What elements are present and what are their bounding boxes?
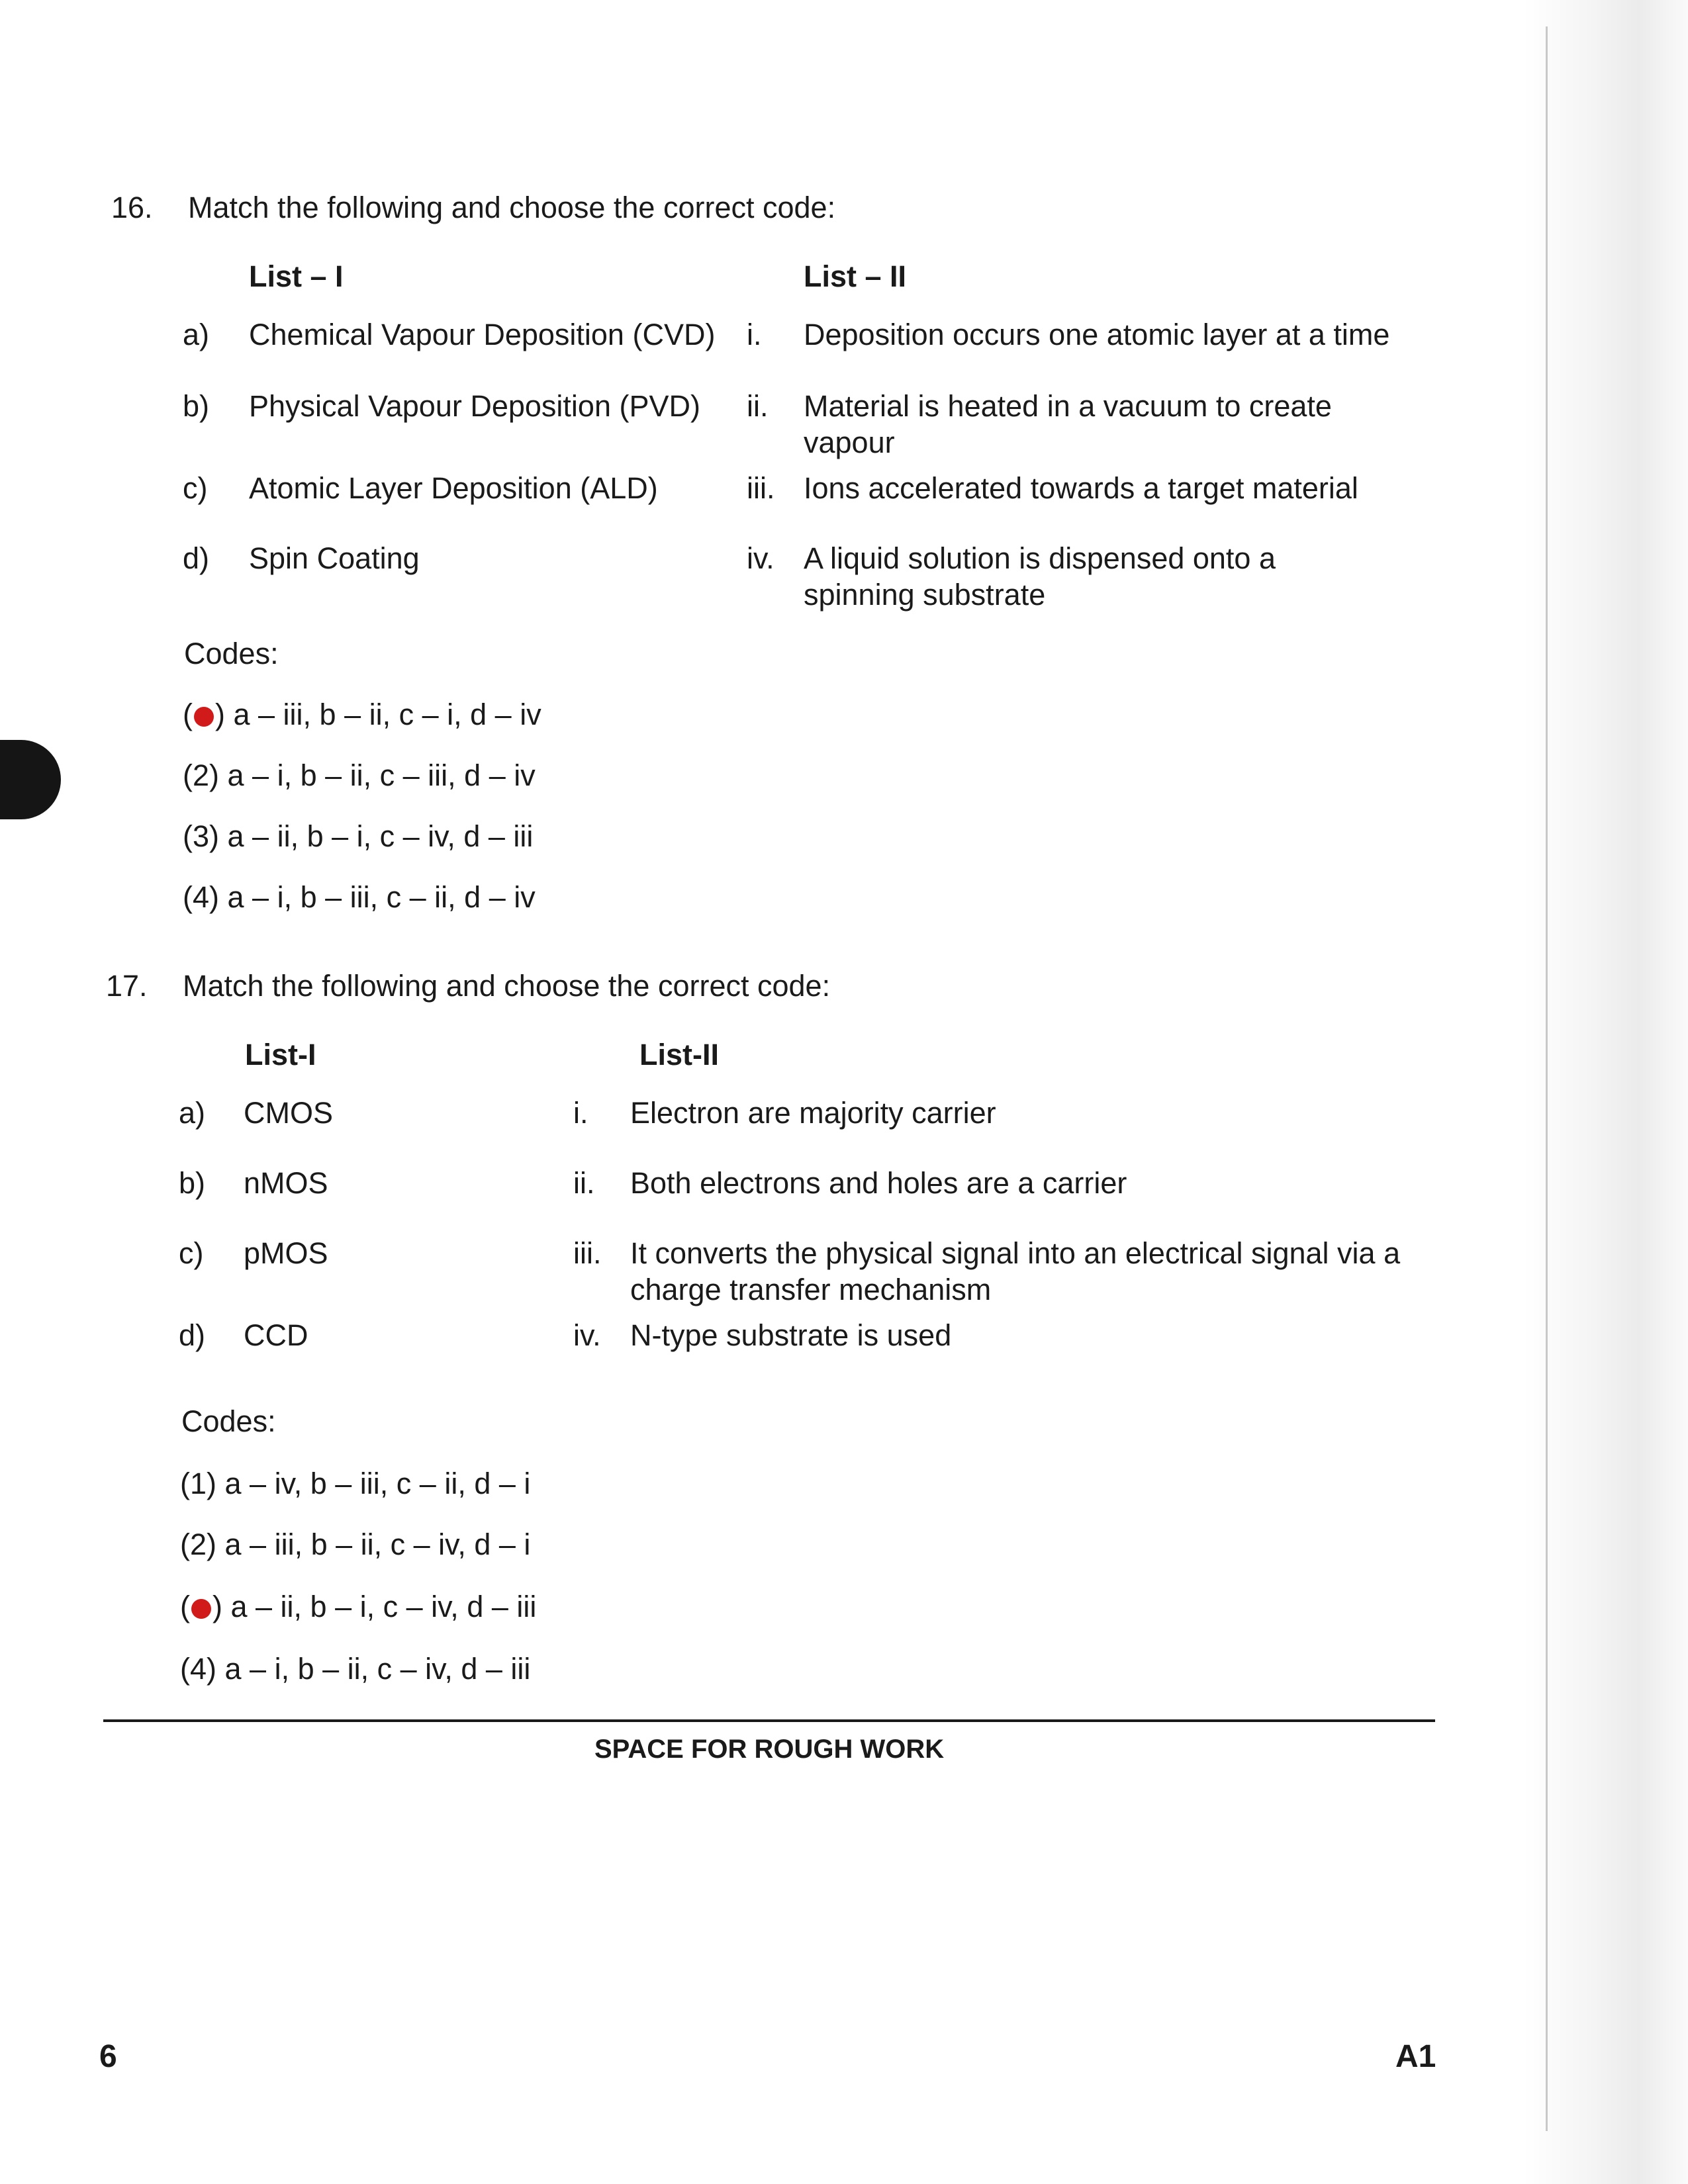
- q17-option-4[interactable]: [180, 1651, 530, 1687]
- page-fold-line: [1546, 26, 1548, 2131]
- q16-row-d-key: d): [183, 541, 210, 575]
- q16-option-2[interactable]: [183, 757, 536, 794]
- q17-row-a-key: a): [179, 1096, 206, 1130]
- q16-option-1[interactable]: ( ) a – iii, b – ii, c – i, d – iv: [183, 698, 541, 731]
- answer-mark-dot: [191, 1599, 211, 1619]
- q16-option-4-text: a – i, b – iii, c – ii, d – iv: [227, 880, 536, 914]
- q16-list2-header: List – II: [804, 259, 907, 293]
- q16-row-d-desc: A liquid solution is dispensed onto a spinning substrate: [804, 541, 1276, 612]
- booklet-code: A1: [1395, 2039, 1436, 2074]
- q17-list1-header: List-I: [245, 1038, 316, 1071]
- q17-row-d-desc: N-type substrate is used: [630, 1318, 952, 1352]
- q17-row-b-desc: Both electrons and holes are a carrier: [630, 1166, 1127, 1200]
- q17-prompt: Match the following and choose the correct code:: [183, 969, 831, 1003]
- q16-option-4-label: (4): [183, 880, 219, 914]
- q16-option-3-label: (3): [183, 819, 219, 853]
- q17-row-b-key: b): [179, 1166, 206, 1200]
- q16-row-d-num: iv.: [747, 541, 774, 575]
- q17-row-c-item: pMOS: [244, 1236, 328, 1270]
- q17-row-a-item: CMOS: [244, 1096, 333, 1130]
- q17-row-a-desc: Electron are majority carrier: [630, 1096, 996, 1130]
- q17-option-1-label: (1): [180, 1467, 216, 1500]
- q17-option-2-label: (2): [180, 1527, 216, 1561]
- page-number: 6: [99, 2039, 117, 2074]
- q17-option-1-text: a – iv, b – iii, c – ii, d – i: [224, 1467, 531, 1500]
- q16-row-c-key: c): [183, 471, 208, 505]
- q16-row-c-item: Atomic Layer Deposition (ALD): [249, 471, 658, 505]
- q16-number: 16.: [111, 191, 153, 224]
- q16-row-b-desc: Material is heated in a vacuum to create vapour: [804, 389, 1332, 459]
- q16-row-a-desc: Deposition occurs one atomic layer at a time: [804, 318, 1390, 351]
- q17-codes-label: Codes:: [181, 1404, 276, 1438]
- q16-row-b-item: Physical Vapour Deposition (PVD): [249, 389, 700, 423]
- q16-list1-header: List – I: [249, 259, 344, 293]
- q16-row-a-num: i.: [747, 318, 762, 351]
- q16-option-3[interactable]: [183, 818, 533, 854]
- q17-option-1[interactable]: [180, 1465, 530, 1502]
- q16-option-1-text: a – iii, b – ii, c – i, d – iv: [233, 698, 541, 731]
- answer-mark-dot: [194, 707, 214, 727]
- q17-row-b-num: ii.: [573, 1166, 595, 1200]
- q17-option-2-text: a – iii, b – ii, c – iv, d – i: [224, 1527, 531, 1561]
- q17-row-c-num: iii.: [573, 1236, 602, 1270]
- q17-row-d-item: CCD: [244, 1318, 308, 1352]
- side-tab-marker: [0, 740, 61, 819]
- q16-row-c-desc: Ions accelerated towards a target material: [804, 471, 1358, 505]
- q17-row-c-desc: It converts the physical signal into an electrical signal via a charge transfer mechanism: [630, 1236, 1401, 1306]
- q17-row-d-key: d): [179, 1318, 206, 1352]
- q17-option-4-text: a – i, b – ii, c – iv, d – iii: [224, 1652, 531, 1686]
- q16-row-d-item: Spin Coating: [249, 541, 420, 575]
- rough-work-label: SPACE FOR ROUGH WORK: [594, 1735, 945, 1764]
- q17-number: 17.: [106, 969, 148, 1003]
- q17-option-4-label: (4): [180, 1652, 216, 1686]
- q16-option-2-text: a – i, b – ii, c – iii, d – iv: [227, 758, 536, 792]
- q16-option-2-label: (2): [183, 758, 219, 792]
- q16-row-c-num: iii.: [747, 471, 775, 505]
- q16-row-b-key: b): [183, 389, 210, 423]
- q17-option-3[interactable]: ( ) a – ii, b – i, c – iv, d – iii: [180, 1590, 537, 1623]
- q16-prompt: Match the following and choose the correct code:: [188, 191, 836, 224]
- q17-row-d-num: iv.: [573, 1318, 601, 1352]
- q16-row-b-num: ii.: [747, 389, 769, 423]
- q17-row-b-item: nMOS: [244, 1166, 328, 1200]
- q16-codes-label: Codes:: [184, 637, 279, 670]
- q16-option-3-text: a – ii, b – i, c – iv, d – iii: [227, 819, 534, 853]
- q17-row-c-key: c): [179, 1236, 204, 1270]
- q17-row-a-num: i.: [573, 1096, 588, 1130]
- q16-option-4[interactable]: [183, 879, 536, 915]
- rough-work-divider: [103, 1719, 1435, 1722]
- q17-option-3-text: a – ii, b – i, c – iv, d – iii: [230, 1590, 537, 1623]
- q16-row-a-item: Chemical Vapour Deposition (CVD): [249, 318, 716, 351]
- q16-row-a-key: a): [183, 318, 210, 351]
- q17-option-2[interactable]: [180, 1526, 530, 1563]
- q17-list2-header: List-II: [639, 1038, 719, 1071]
